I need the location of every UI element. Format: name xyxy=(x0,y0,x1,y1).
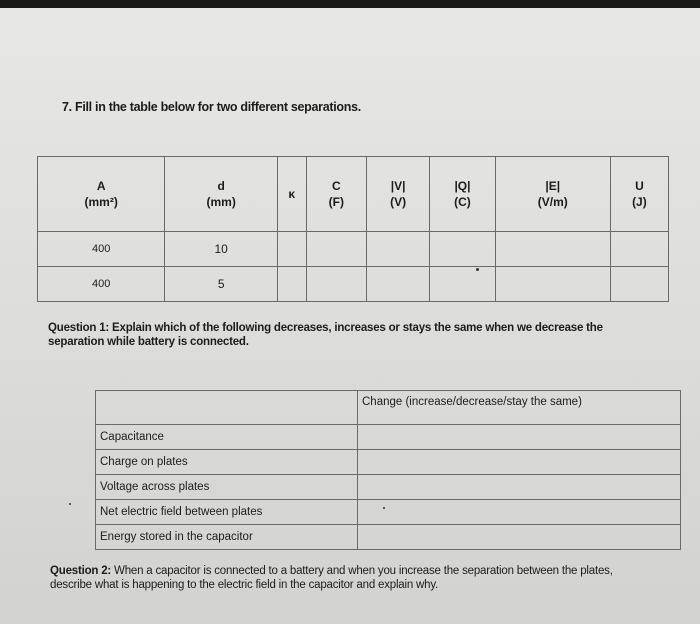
header-change: Change (increase/decrease/stay the same) xyxy=(358,391,681,425)
photo-top-edge xyxy=(0,0,700,8)
quantity-label: Capacitance xyxy=(96,425,358,450)
question-2 xyxy=(50,564,630,592)
question-1-label: Question 1: xyxy=(48,322,110,334)
header-dielectric: κ xyxy=(277,157,306,232)
header-separation: d (mm) xyxy=(165,157,278,232)
answer-cell[interactable] xyxy=(358,475,681,500)
header-field: |E| (V/m) xyxy=(495,157,610,232)
pen-mark xyxy=(69,503,71,505)
header-voltage: |V| (V) xyxy=(367,157,430,232)
cell-empty[interactable] xyxy=(306,267,367,302)
change-table-header-row xyxy=(96,391,681,425)
separations-table xyxy=(37,156,669,302)
quantity-label: Energy stored in the capacitor xyxy=(96,525,358,550)
cell-area: 400 xyxy=(38,267,165,302)
cell-empty[interactable] xyxy=(277,267,306,302)
cell-empty[interactable] xyxy=(430,267,496,302)
quantity-label: Charge on plates xyxy=(96,450,358,475)
cell-empty[interactable] xyxy=(367,267,430,302)
change-table xyxy=(95,390,681,550)
table-row xyxy=(96,500,681,525)
quantity-label: Voltage across plates xyxy=(96,475,358,500)
cell-empty[interactable] xyxy=(610,267,668,302)
header-charge: |Q| (C) xyxy=(430,157,496,232)
table-row xyxy=(96,450,681,475)
question-2-label: Question 2: xyxy=(50,565,112,577)
answer-cell[interactable] xyxy=(358,425,681,450)
pen-mark xyxy=(383,507,385,509)
answer-cell[interactable] xyxy=(358,450,681,475)
cell-empty[interactable] xyxy=(495,232,610,267)
question-1 xyxy=(48,321,608,349)
cell-empty[interactable] xyxy=(306,232,367,267)
table-row xyxy=(96,525,681,550)
cell-separation: 10 xyxy=(165,232,278,267)
cell-empty[interactable] xyxy=(430,232,496,267)
cell-area: 400 xyxy=(38,232,165,267)
pen-mark xyxy=(476,268,479,271)
cell-separation: 5 xyxy=(165,267,278,302)
header-capacitance: C (F) xyxy=(306,157,367,232)
question-2-text: When a capacitor is connected to a battery and when you increase the separation between the plates, describe what is happening to the electric field in the capacitor and explain why. xyxy=(50,565,613,591)
answer-cell[interactable] xyxy=(358,500,681,525)
header-blank xyxy=(96,391,358,425)
table-row xyxy=(38,267,669,302)
table-header-row xyxy=(38,157,669,232)
cell-empty[interactable] xyxy=(277,232,306,267)
table-row xyxy=(38,232,669,267)
quantity-label: Net electric field between plates xyxy=(96,500,358,525)
table-row xyxy=(96,475,681,500)
question-1-text: Explain which of the following decreases, increases or stays the same when we decrease the separation while battery is connected. xyxy=(48,322,603,348)
table-row xyxy=(96,425,681,450)
header-area: A (mm²) xyxy=(38,157,165,232)
header-energy: U (J) xyxy=(610,157,668,232)
cell-empty[interactable] xyxy=(495,267,610,302)
cell-empty[interactable] xyxy=(367,232,430,267)
question-7-heading: 7. Fill in the table below for two different separations. xyxy=(62,100,361,114)
cell-empty[interactable] xyxy=(610,232,668,267)
answer-cell[interactable] xyxy=(358,525,681,550)
